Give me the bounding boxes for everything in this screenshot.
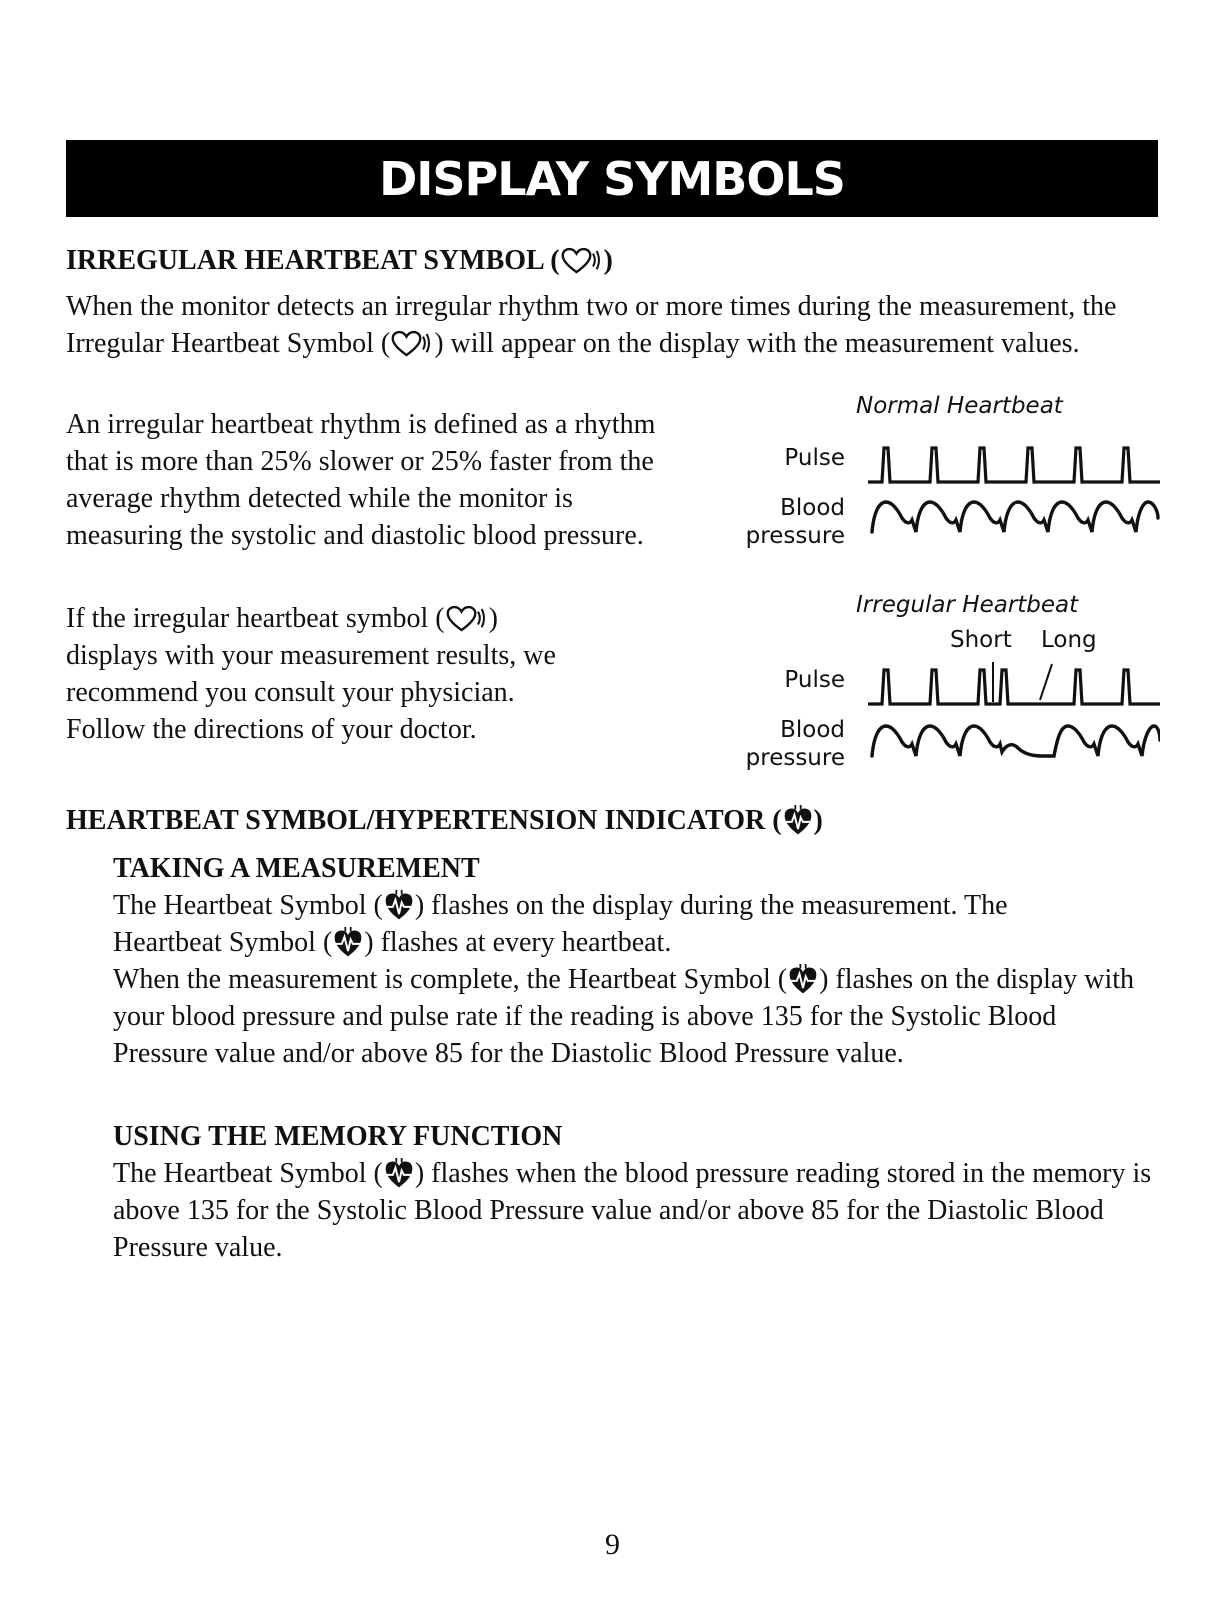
irregular-pulse-label: Pulse: [784, 667, 845, 693]
irregular-heartbeat-heading: [66, 242, 613, 279]
taking-t2-b: ) flashes on the display with your blood pressure and pulse rate if the reading is above 135 for the Systolic Blood Pressure value and/or above 85 for the Diastolic Blood Pressure value.: [113, 964, 1135, 1069]
normal-pulse-wave: [868, 448, 1160, 482]
irregular-pulse-wave: [868, 670, 1160, 704]
heartbeat-hypertension-icon: [782, 805, 814, 837]
irregular-paragraph-3: [66, 600, 576, 748]
taking-paragraph-2: [113, 961, 1153, 1072]
heartbeat-hypertension-icon: [787, 964, 819, 996]
heartbeat-hypertension-icon: [383, 1158, 415, 1190]
irregular-bp-wave: [872, 726, 1160, 756]
irregular-heartbeat-waveform: [868, 660, 1160, 765]
normal-bp-label-line1: Blood: [780, 495, 845, 521]
taking-t1-a: The Heartbeat Symbol (: [113, 890, 383, 921]
memory-m1-b: ) flashes when the blood pressure reading stored in the memory is above 135 for the Systolic Blood Pressure value and/or above 85 for the Diastolic Blood Pressure value.: [113, 1158, 1152, 1263]
irregular-heartbeat-icon: [560, 246, 604, 276]
irregular-heading-close: ): [603, 245, 613, 276]
short-label: Short: [950, 627, 1012, 653]
page-number: 9: [605, 1528, 620, 1561]
heartbeat-hypertension-icon: [332, 927, 364, 959]
irregular-p3-text-a: If the irregular heartbeat symbol (: [66, 603, 445, 634]
memory-function-heading: USING THE MEMORY FUNCTION: [113, 1121, 563, 1152]
memory-paragraph: [113, 1155, 1163, 1266]
taking-t1-b: ) flashes on the display during the measurement. The Heartbeat Symbol (: [113, 890, 1008, 958]
taking-paragraph-1: [113, 887, 1118, 961]
page-title-banner: DISPLAY SYMBOLS: [66, 140, 1158, 217]
hypertension-heading-text: HEARTBEAT SYMBOL/HYPERTENSION INDICATOR (: [66, 805, 782, 836]
normal-heartbeat-waveform: [868, 440, 1160, 540]
normal-bp-label-line2: pressure: [745, 523, 845, 549]
normal-pulse-label: Pulse: [784, 445, 845, 471]
irregular-heartbeat-title: Irregular Heartbeat: [856, 592, 1079, 618]
taking-measurement-heading: TAKING A MEASUREMENT: [113, 853, 480, 884]
irregular-p1-text-a: When the monitor detects an irregular rhythm two or more times during the measurement, the Irregular Heartbeat Symbol (: [66, 291, 1117, 359]
irregular-bp-label-line2: pressure: [745, 745, 845, 771]
irregular-p1-text-b: ) will appear on the display with the measurement values.: [434, 328, 1080, 359]
normal-heartbeat-title: Normal Heartbeat: [856, 393, 1063, 419]
irregular-paragraph-1: [66, 288, 1161, 362]
irregular-bp-label: [746, 716, 845, 772]
hypertension-indicator-heading: [66, 802, 823, 839]
memory-m1-a: The Heartbeat Symbol (: [113, 1158, 383, 1189]
irregular-heartbeat-icon: [390, 329, 434, 359]
irregular-heading-text: IRREGULAR HEARTBEAT SYMBOL (: [66, 245, 560, 276]
irregular-paragraph-2: An irregular heartbeat rhythm is defined as a rhythm that is more than 25% slower or 25% faster from the average rhythm detected while the monitor is measuring the systolic and diastolic blood pressure.: [66, 409, 656, 551]
normal-bp-label: [746, 494, 845, 550]
taking-t1-c: ) flashes at every heartbeat.: [364, 927, 672, 958]
heartbeat-hypertension-icon: [383, 890, 415, 922]
irregular-p3-text-b: ) displays with your measurement results, we recommend you consult your physician. Follow the directions of your doctor.: [66, 603, 556, 745]
long-label: Long: [1041, 627, 1097, 653]
long-marker-line: [1040, 664, 1052, 700]
hypertension-heading-close: ): [813, 805, 823, 836]
irregular-heartbeat-icon: [445, 604, 489, 634]
irregular-bp-label-line1: Blood: [780, 717, 845, 743]
normal-bp-wave: [872, 502, 1158, 532]
taking-t2-a: When the measurement is complete, the Heartbeat Symbol (: [113, 964, 788, 995]
